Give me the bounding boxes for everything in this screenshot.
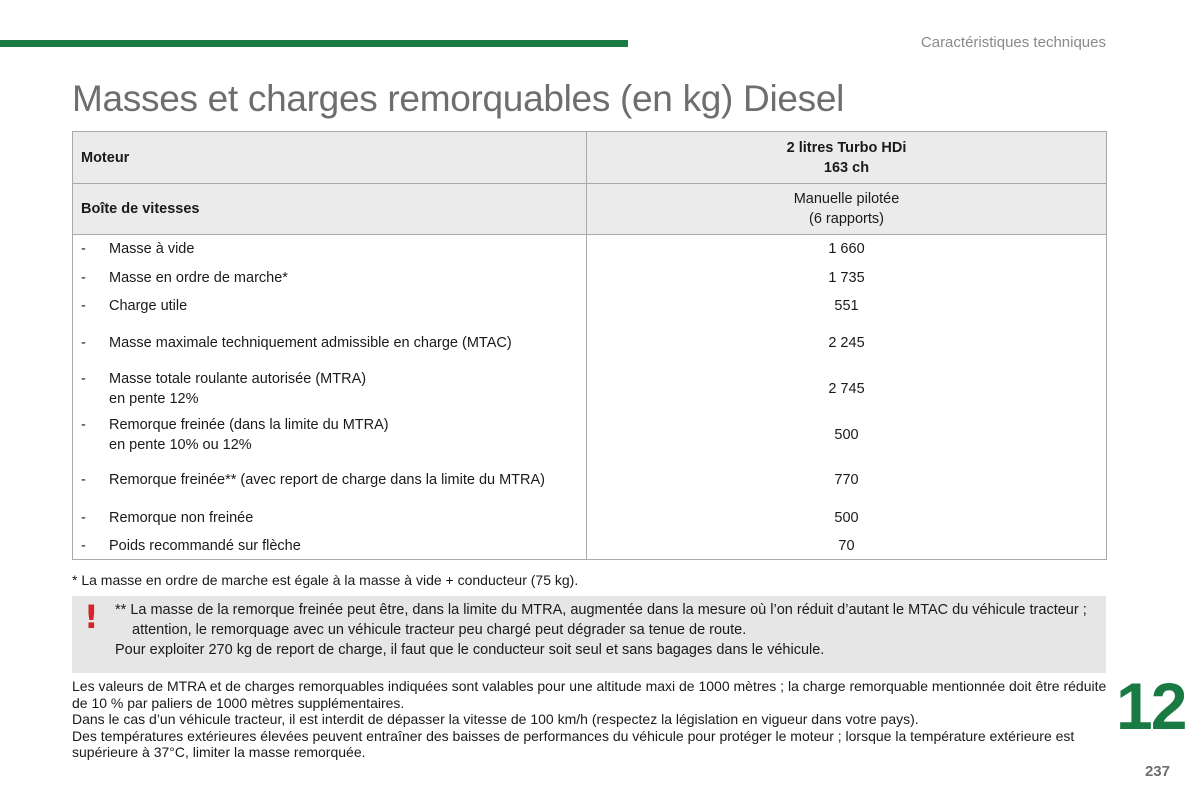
row-label-line2: en pente 10% ou 12%	[109, 436, 252, 453]
chapter-number: 12	[1116, 669, 1186, 743]
warning-box	[72, 596, 1106, 673]
note-temperature: Des températures extérieures élevées peuvent entraîner des baisses de performances du véhicule pour protéger le moteur ; lorsque la température extérieure est supérieure à 37°C, limiter la masse remorquée.	[72, 727, 1075, 760]
specs-table	[72, 131, 1107, 560]
row-label: Remorque freinée** (avec report de charge dans la limite du MTRA)	[109, 472, 546, 488]
row-dash: -	[81, 269, 86, 286]
row-label: Masse en ordre de marche*	[109, 269, 288, 286]
note-speed: Dans le cas d’un véhicule tracteur, il est interdit de dépasser la vitesse de 100 km/h (respectez la législation en vigueur dans votre pays).	[72, 711, 919, 727]
row-value: 1 660	[587, 235, 1107, 264]
row-label: Masse totale roulante autorisée (MTRA)	[109, 370, 367, 387]
gearbox-value-line2: (6 rapports)	[809, 211, 884, 227]
row-value: 2 245	[587, 321, 1107, 365]
gearbox-value-line1: Manuelle pilotée	[793, 191, 900, 207]
row-label: Masse maximale techniquement admissible en charge (MTAC)	[109, 334, 512, 351]
row-dash: -	[81, 510, 86, 526]
warning-icon: !	[84, 598, 99, 636]
table-row	[73, 264, 1107, 292]
row-dash: -	[81, 298, 86, 314]
row-dash: -	[81, 472, 86, 488]
warning-text-2: Pour exploiter 270 kg de report de charge, il faut que le conducteur soit seul et sans bagages dans le véhicule.	[115, 642, 825, 658]
row-value: 2 745	[587, 365, 1107, 413]
table-row	[73, 504, 1107, 533]
row-value: 551	[587, 292, 1107, 321]
table-row	[73, 413, 1107, 457]
table-row	[73, 365, 1107, 413]
row-label: Charge utile	[109, 298, 188, 314]
row-dash: -	[81, 537, 86, 554]
row-dash: -	[81, 241, 86, 258]
notes-block	[72, 678, 1112, 761]
engine-row	[73, 132, 1107, 184]
table-row	[73, 321, 1107, 365]
row-dash: -	[81, 416, 86, 433]
engine-value-line1: 2 litres Turbo HDi	[786, 139, 907, 156]
table-row	[73, 533, 1107, 560]
page-title: Masses et charges remorquables (en kg) Diesel	[72, 78, 845, 119]
row-label: Remorque freinée (dans la limite du MTRA)	[109, 416, 389, 433]
row-value: 70	[587, 533, 1107, 560]
row-dash: -	[81, 370, 86, 387]
note-altitude: Les valeurs de MTRA et de charges remorquables indiquées sont valables pour une altitude maxi de 1000 mètres ; la charge remorquable mentionnée doit être réduite de 10 % par paliers de 1000 mètres supplémentaires.	[72, 678, 1107, 711]
row-value: 1 735	[587, 264, 1107, 292]
row-value: 500	[587, 504, 1107, 533]
engine-label: Moteur	[73, 132, 587, 184]
gearbox-row	[73, 184, 1107, 235]
footnote: * La masse en ordre de marche est égale à la masse à vide + conducteur (75 kg).	[72, 572, 579, 588]
table-row	[73, 457, 1107, 504]
table-row	[73, 292, 1107, 321]
row-label-line2: en pente 12%	[109, 390, 199, 407]
warning-text-1: ** La masse de la remorque freinée peut être, dans la limite du MTRA, augmentée dans la mesure où l’on réduit d’autant le MTAC du véhicule tracteur ; attention, le remorquage avec un véhicule tracteur peu chargé peut dégrader sa tenue de route.	[115, 602, 1087, 638]
row-label: Masse à vide	[109, 241, 195, 258]
engine-value-line2: 163 ch	[823, 159, 870, 176]
table-row	[73, 235, 1107, 264]
gearbox-label: Boîte de vitesses	[73, 184, 587, 235]
gearbox-value	[587, 184, 1107, 235]
row-label: Poids recommandé sur flèche	[109, 537, 301, 554]
engine-value	[587, 132, 1107, 184]
row-dash: -	[81, 334, 86, 351]
row-value: 500	[587, 413, 1107, 457]
page-number: 237	[1144, 763, 1170, 780]
row-value: 770	[587, 457, 1107, 504]
header-accent-bar	[0, 40, 628, 47]
section-header: Caractéristiques techniques	[920, 34, 1106, 51]
row-label: Remorque non freinée	[109, 510, 254, 526]
